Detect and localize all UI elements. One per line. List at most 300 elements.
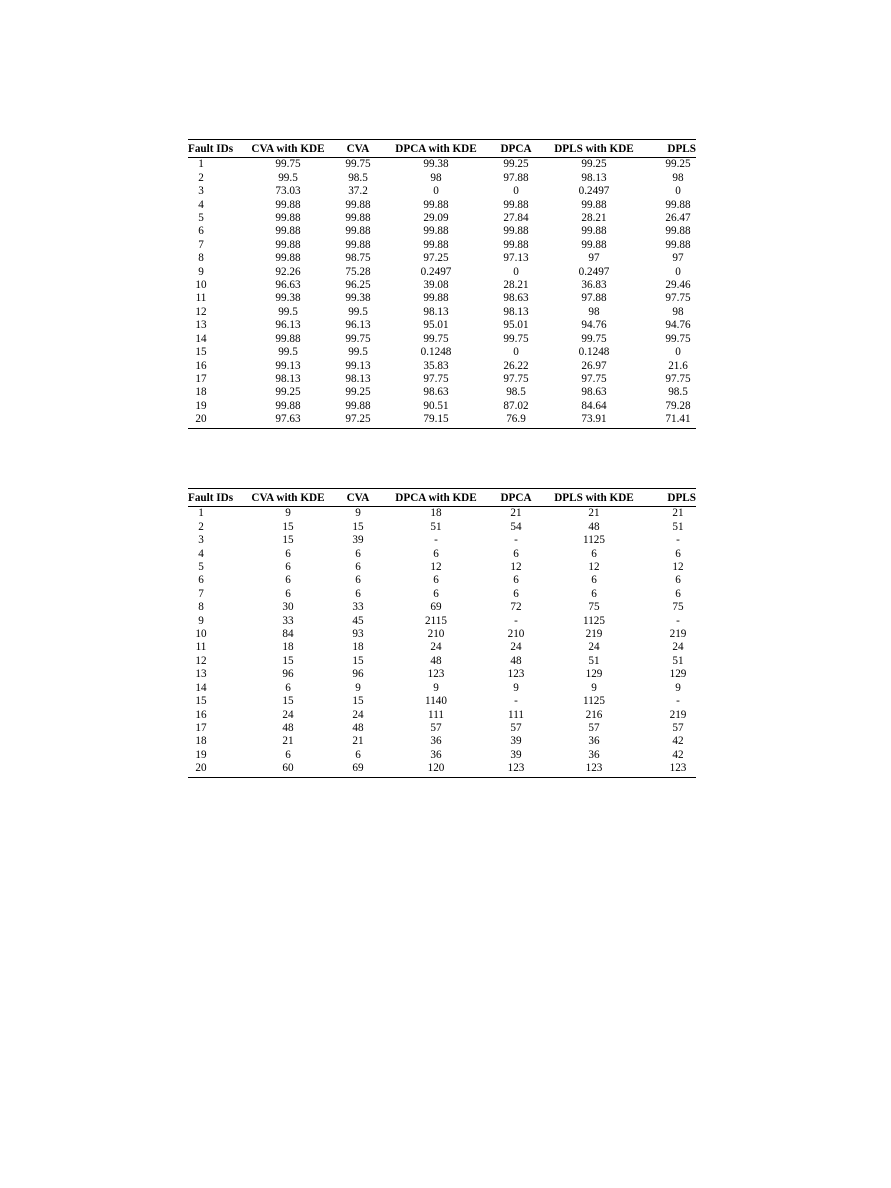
cell-dpls-with-kde: 99.88	[581, 225, 607, 238]
cell-dpls: 79.28	[665, 399, 691, 412]
cell-dpls-with-kde: 6	[591, 587, 597, 600]
cell-dpls: 71.41	[648, 413, 696, 428]
cell-dpca: 87.02	[503, 399, 529, 412]
cell-dpca-with-kde: 48	[430, 654, 442, 667]
cell-dpca: 72	[510, 601, 522, 614]
cell-dpca-with-kde: 99.75	[423, 332, 449, 345]
cell-cva-with-kde: 97.63	[240, 413, 336, 428]
cell-cva: 96.25	[345, 279, 371, 292]
cell-dpca-with-kde: 97.25	[423, 252, 449, 265]
cell-dpls-with-kde: 75	[588, 601, 600, 614]
cell-cva-with-kde: 9	[285, 507, 291, 520]
cell-cva: 99.88	[345, 212, 371, 225]
table-row	[188, 641, 696, 654]
cell-dpca-with-kde: 2115	[425, 614, 447, 627]
cell-dpca: 12	[510, 561, 522, 574]
cell-dpca: 6	[513, 547, 519, 560]
table-row	[188, 386, 696, 399]
detection-delay-table	[188, 488, 696, 778]
cell-fault-id: 10	[195, 628, 207, 641]
table-row	[188, 749, 696, 762]
cell-dpca: 98.5	[506, 386, 526, 399]
cell-cva-with-kde: 6	[285, 547, 291, 560]
table-row	[188, 212, 696, 225]
cell-dpca: 210	[507, 628, 525, 641]
cell-dpca: 99.88	[503, 238, 529, 251]
cell-cva-with-kde: 98.13	[275, 372, 301, 385]
cell-cva-with-kde: 24	[282, 708, 294, 721]
cell-fault-id: 18	[195, 735, 207, 748]
cell-dpls: 99.75	[665, 332, 691, 345]
cell-dpca: 28.21	[503, 279, 529, 292]
cell-fault-id: 5	[198, 212, 204, 225]
cell-dpls-with-kde: 36.83	[581, 279, 607, 292]
cell-dpca-with-kde: -	[434, 534, 438, 547]
cell-dpca-with-kde: 6	[433, 547, 439, 560]
cell-dpls: 75	[672, 601, 684, 614]
cell-fault-id: 3	[198, 534, 204, 547]
table-row	[188, 521, 696, 534]
cell-dpca-with-kde: 36	[430, 735, 442, 748]
cell-dpls-with-kde: 6	[591, 574, 597, 587]
table-row	[188, 252, 696, 265]
cell-cva-with-kde: 21	[282, 735, 294, 748]
cell-dpca: -	[514, 695, 518, 708]
table-row	[188, 762, 696, 777]
cell-fault-id: 13	[195, 319, 207, 332]
cell-dpls-with-kde: 1125	[583, 695, 605, 708]
table-row	[188, 266, 696, 279]
table-row	[188, 588, 696, 601]
cell-dpls: 97	[672, 252, 684, 265]
cell-cva-with-kde: 99.5	[278, 171, 298, 184]
cell-dpca-with-kde: 210	[427, 628, 445, 641]
cell-dpca-with-kde: 12	[430, 561, 442, 574]
cell-dpls-with-kde: 99.25	[581, 158, 607, 171]
cell-dpls: 57	[672, 721, 684, 734]
cell-dpls: 6	[675, 587, 681, 600]
cell-fault-id: 12	[195, 305, 207, 318]
cell-dpls: 6	[675, 574, 681, 587]
cell-dpca: 99.25	[503, 158, 529, 171]
cell-fault-id: 2	[198, 520, 204, 533]
cell-dpls: 129	[669, 668, 687, 681]
cell-dpls-with-kde: 0.1248	[578, 346, 610, 359]
cell-fault-id: 6	[198, 225, 204, 238]
table-body	[188, 158, 696, 428]
table-row	[188, 507, 696, 521]
cell-dpca: 48	[510, 654, 522, 667]
cell-dpca-with-kde: 57	[430, 721, 442, 734]
cell-dpls: 42	[672, 735, 684, 748]
cell-cva-with-kde: 30	[282, 601, 294, 614]
cell-dpls-with-kde: 84.64	[581, 399, 607, 412]
cell-cva-with-kde: 99.88	[275, 198, 301, 211]
cell-fault-id: 20	[188, 762, 240, 777]
cell-cva-with-kde: 99.25	[275, 386, 301, 399]
cell-dpls: 24	[672, 641, 684, 654]
cell-dpls: 99.88	[665, 225, 691, 238]
cell-cva-with-kde: 99.88	[275, 252, 301, 265]
table-row	[188, 306, 696, 319]
table-row	[188, 199, 696, 212]
cell-dpca-with-kde: 99.38	[423, 158, 449, 171]
cell-fault-id: 14	[195, 332, 207, 345]
cell-fault-id: 4	[198, 198, 204, 211]
table-row	[188, 709, 696, 722]
cell-dpls: 123	[648, 762, 696, 777]
cell-dpca: 111	[508, 708, 524, 721]
cell-cva: 6	[355, 748, 361, 761]
cell-dpls-with-kde: 24	[588, 641, 600, 654]
cell-dpls: 97.75	[665, 292, 691, 305]
cell-cva: 99.88	[345, 399, 371, 412]
cell-dpca-with-kde: 99.88	[423, 238, 449, 251]
cell-fault-id: 8	[198, 252, 204, 265]
cell-cva: 48	[352, 721, 364, 734]
cell-dpls-with-kde: 0.2497	[578, 185, 610, 198]
cell-cva-with-kde: 99.88	[275, 238, 301, 251]
cell-dpca-with-kde: 111	[428, 708, 444, 721]
cell-fault-id: 1	[198, 158, 204, 171]
cell-dpls: 97.75	[665, 372, 691, 385]
cell-dpca-with-kde: 95.01	[423, 319, 449, 332]
cell-dpls: 98	[672, 305, 684, 318]
cell-dpca: 0	[513, 265, 519, 278]
cell-fault-id: 15	[195, 346, 207, 359]
cell-fault-id: 7	[198, 238, 204, 251]
cell-dpca: 0	[513, 346, 519, 359]
col-header-cva: CVA	[336, 140, 380, 158]
cell-dpls-with-kde: 123	[540, 762, 648, 777]
cell-dpca-with-kde: 24	[430, 641, 442, 654]
cell-dpls: 26.47	[665, 212, 691, 225]
cell-dpls: 42	[672, 748, 684, 761]
cell-dpca-with-kde: 18	[430, 507, 442, 520]
cell-dpls: 51	[672, 654, 684, 667]
cell-fault-id: 9	[198, 614, 204, 627]
col-header-dpca-with-kde: DPCA with KDE	[380, 140, 492, 158]
cell-dpls-with-kde: 1125	[583, 534, 605, 547]
cell-fault-id: 12	[195, 654, 207, 667]
cell-cva-with-kde: 6	[285, 574, 291, 587]
cell-fault-id: 19	[195, 748, 207, 761]
col-header-cva: CVA	[336, 489, 380, 507]
cell-dpca: 123	[492, 762, 540, 777]
cell-cva: 6	[355, 587, 361, 600]
cell-dpca: 24	[510, 641, 522, 654]
cell-cva: 99.88	[345, 198, 371, 211]
table-row	[188, 400, 696, 413]
cell-dpca-with-kde: 0.2497	[420, 265, 452, 278]
col-header-fault-ids: Fault IDs	[188, 489, 240, 507]
table-row	[188, 292, 696, 305]
table-row	[188, 225, 696, 238]
cell-dpca-with-kde: 120	[380, 762, 492, 777]
cell-dpls-with-kde: 98.63	[581, 386, 607, 399]
cell-cva-with-kde: 99.88	[275, 212, 301, 225]
cell-dpls-with-kde: 26.97	[581, 359, 607, 372]
table-header-row	[188, 140, 696, 158]
cell-dpca-with-kde: 35.83	[423, 359, 449, 372]
cell-dpls: 29.46	[665, 279, 691, 292]
cell-dpls-with-kde: 28.21	[581, 212, 607, 225]
cell-dpls: -	[676, 695, 680, 708]
cell-dpca: 97.88	[503, 171, 529, 184]
col-header-dpls-with-kde: DPLS with KDE	[540, 489, 648, 507]
cell-cva: 75.28	[345, 265, 371, 278]
table-row	[188, 682, 696, 695]
cell-dpca: 27.84	[503, 212, 529, 225]
table-row	[188, 279, 696, 292]
cell-fault-id: 2	[198, 171, 204, 184]
col-header-dpca: DPCA	[492, 140, 540, 158]
cell-fault-id: 20	[188, 413, 240, 428]
cell-dpls-with-kde: 99.75	[581, 332, 607, 345]
cell-dpls-with-kde: 98	[588, 305, 600, 318]
cell-dpls-with-kde: 94.76	[581, 319, 607, 332]
cell-cva-with-kde: 96.63	[275, 279, 301, 292]
cell-dpls: 94.76	[665, 319, 691, 332]
cell-dpls: -	[676, 614, 680, 627]
cell-cva-with-kde: 99.5	[278, 346, 298, 359]
cell-cva: 45	[352, 614, 364, 627]
cell-fault-id: 7	[198, 587, 204, 600]
cell-fault-id: 8	[198, 601, 204, 614]
cell-cva-with-kde: 6	[285, 561, 291, 574]
cell-cva: 99.75	[345, 158, 371, 171]
cell-dpls: 219	[669, 628, 687, 641]
cell-cva: 6	[355, 574, 361, 587]
cell-dpca: 39	[510, 735, 522, 748]
table-row	[188, 373, 696, 386]
cell-dpls: -	[676, 534, 680, 547]
cell-dpls-with-kde: 6	[591, 547, 597, 560]
cell-cva: 98.5	[348, 171, 368, 184]
table-row	[188, 628, 696, 641]
cell-dpca: 99.88	[503, 198, 529, 211]
cell-cva-with-kde: 18	[282, 641, 294, 654]
cell-dpca-with-kde: 98.63	[423, 386, 449, 399]
cell-cva-with-kde: 33	[282, 614, 294, 627]
table-row	[188, 534, 696, 547]
cell-dpca: 39	[510, 748, 522, 761]
cell-dpca-with-kde: 123	[427, 668, 445, 681]
col-header-dpca-with-kde: DPCA with KDE	[380, 489, 492, 507]
table-row	[188, 655, 696, 668]
cell-cva: 96	[352, 668, 364, 681]
cell-cva: 99.75	[345, 332, 371, 345]
cell-fault-id: 6	[198, 574, 204, 587]
cell-dpca-with-kde: 79.15	[380, 413, 492, 428]
cell-dpca-with-kde: 97.75	[423, 372, 449, 385]
cell-fault-id: 4	[198, 547, 204, 560]
cell-dpca-with-kde: 69	[430, 601, 442, 614]
cell-cva: 99.5	[348, 305, 368, 318]
cell-fault-id: 10	[195, 279, 207, 292]
table-row	[188, 413, 696, 428]
cell-fault-id: 11	[195, 292, 207, 305]
cell-dpls: 0	[675, 265, 681, 278]
cell-dpls: 51	[672, 520, 684, 533]
cell-cva: 96.13	[345, 319, 371, 332]
cell-cva-with-kde: 48	[282, 721, 294, 734]
cell-cva-with-kde: 99.88	[275, 399, 301, 412]
cell-dpca-with-kde: 98.13	[423, 305, 449, 318]
cell-dpls-with-kde: 51	[588, 654, 600, 667]
cell-fault-id: 1	[198, 507, 204, 520]
cell-dpls: 98.5	[668, 386, 688, 399]
cell-dpls: 6	[675, 547, 681, 560]
cell-cva: 99.5	[348, 346, 368, 359]
col-header-dpls: DPLS	[648, 140, 696, 158]
cell-cva-with-kde: 99.38	[275, 292, 301, 305]
cell-dpls-with-kde: 99.88	[581, 198, 607, 211]
cell-dpls-with-kde: 216	[585, 708, 603, 721]
cell-cva: 9	[355, 681, 361, 694]
col-header-cva-with-kde: CVA with KDE	[240, 140, 336, 158]
cell-dpca: 26.22	[503, 359, 529, 372]
cell-dpls-with-kde: 36	[588, 748, 600, 761]
table-row	[188, 548, 696, 561]
cell-dpca: -	[514, 534, 518, 547]
cell-dpca-with-kde: 99.88	[423, 198, 449, 211]
cell-dpls-with-kde: 129	[585, 668, 603, 681]
table-row	[188, 561, 696, 574]
cell-cva: 97.25	[336, 413, 380, 428]
cell-cva: 99.13	[345, 359, 371, 372]
table-row	[188, 185, 696, 198]
cell-cva-with-kde: 99.5	[278, 305, 298, 318]
cell-fault-id: 17	[195, 372, 207, 385]
cell-dpca: 98.13	[503, 305, 529, 318]
cell-fault-id: 14	[195, 681, 207, 694]
cell-cva-with-kde: 15	[282, 534, 294, 547]
cell-cva-with-kde: 60	[240, 762, 336, 777]
cell-cva: 99.88	[345, 225, 371, 238]
cell-dpls: 99.25	[665, 158, 691, 171]
cell-fault-id: 3	[198, 185, 204, 198]
table-row	[188, 360, 696, 373]
cell-cva: 9	[355, 507, 361, 520]
cell-dpca: -	[514, 614, 518, 627]
cell-cva-with-kde: 15	[282, 654, 294, 667]
cell-dpls: 9	[675, 681, 681, 694]
col-header-cva-with-kde: CVA with KDE	[240, 489, 336, 507]
cell-dpls-with-kde: 48	[588, 520, 600, 533]
cell-cva: 15	[352, 520, 364, 533]
table-row	[188, 574, 696, 587]
cell-cva: 98.75	[345, 252, 371, 265]
cell-cva-with-kde: 99.88	[275, 332, 301, 345]
cell-cva-with-kde: 99.75	[275, 158, 301, 171]
cell-fault-id: 15	[195, 695, 207, 708]
table-row	[188, 172, 696, 185]
cell-cva: 93	[352, 628, 364, 641]
cell-dpls-with-kde: 99.88	[581, 238, 607, 251]
cell-cva: 99.25	[345, 386, 371, 399]
cell-dpca-with-kde: 99.88	[423, 292, 449, 305]
cell-dpls-with-kde: 98.13	[581, 171, 607, 184]
cell-dpca-with-kde: 0.1248	[420, 346, 452, 359]
cell-dpls-with-kde: 219	[585, 628, 603, 641]
cell-dpca: 97.13	[503, 252, 529, 265]
table-row	[188, 668, 696, 681]
cell-dpls-with-kde: 57	[588, 721, 600, 734]
cell-cva-with-kde: 92.26	[275, 265, 301, 278]
cell-cva-with-kde: 15	[282, 520, 294, 533]
cell-dpca: 9	[513, 681, 519, 694]
cell-cva-with-kde: 99.13	[275, 359, 301, 372]
cell-cva-with-kde: 6	[285, 748, 291, 761]
cell-dpls-with-kde: 21	[588, 507, 600, 520]
cell-cva: 21	[352, 735, 364, 748]
cell-cva-with-kde: 84	[282, 628, 294, 641]
cell-dpca-with-kde: 39.08	[423, 279, 449, 292]
cell-fault-id: 9	[198, 265, 204, 278]
cell-cva: 99.38	[345, 292, 371, 305]
fault-detection-rate-table	[188, 139, 696, 429]
table-row	[188, 319, 696, 332]
cell-fault-id: 11	[195, 641, 207, 654]
cell-dpca: 21	[510, 507, 522, 520]
cell-cva: 15	[352, 654, 364, 667]
col-header-dpls-with-kde: DPLS with KDE	[540, 140, 648, 158]
table-body	[188, 507, 696, 777]
cell-dpls-with-kde: 36	[588, 735, 600, 748]
cell-dpls: 0	[675, 185, 681, 198]
cell-fault-id: 5	[198, 561, 204, 574]
cell-dpls: 99.88	[665, 238, 691, 251]
table-row	[188, 735, 696, 748]
cell-dpca-with-kde: 29.09	[423, 212, 449, 225]
cell-dpls: 21.6	[668, 359, 688, 372]
cell-fault-id: 16	[195, 359, 207, 372]
table-row	[188, 239, 696, 252]
cell-dpca-with-kde: 98	[430, 171, 442, 184]
cell-dpls-with-kde: 12	[588, 561, 600, 574]
cell-cva-with-kde: 99.88	[275, 225, 301, 238]
cell-cva: 24	[352, 708, 364, 721]
table-row	[188, 333, 696, 346]
cell-dpls-with-kde: 97.88	[581, 292, 607, 305]
cell-dpls: 12	[672, 561, 684, 574]
cell-dpca-with-kde: 1140	[425, 695, 447, 708]
col-header-dpls: DPLS	[648, 489, 696, 507]
cell-cva: 69	[336, 762, 380, 777]
cell-dpls-with-kde: 1125	[583, 614, 605, 627]
cell-cva-with-kde: 96	[282, 668, 294, 681]
cell-cva: 15	[352, 695, 364, 708]
cell-cva: 99.88	[345, 238, 371, 251]
cell-dpls-with-kde: 9	[591, 681, 597, 694]
cell-cva: 6	[355, 547, 361, 560]
cell-dpca: 98.63	[503, 292, 529, 305]
cell-dpca-with-kde: 51	[430, 520, 442, 533]
cell-dpca-with-kde: 36	[430, 748, 442, 761]
cell-dpca: 99.88	[503, 225, 529, 238]
cell-cva: 37.2	[348, 185, 368, 198]
cell-fault-id: 19	[195, 399, 207, 412]
cell-cva: 18	[352, 641, 364, 654]
cell-dpls: 21	[672, 507, 684, 520]
cell-cva-with-kde: 6	[285, 681, 291, 694]
cell-cva: 33	[352, 601, 364, 614]
cell-cva-with-kde: 6	[285, 587, 291, 600]
table-row	[188, 158, 696, 172]
cell-dpls: 0	[675, 346, 681, 359]
cell-dpls-with-kde: 97.75	[581, 372, 607, 385]
